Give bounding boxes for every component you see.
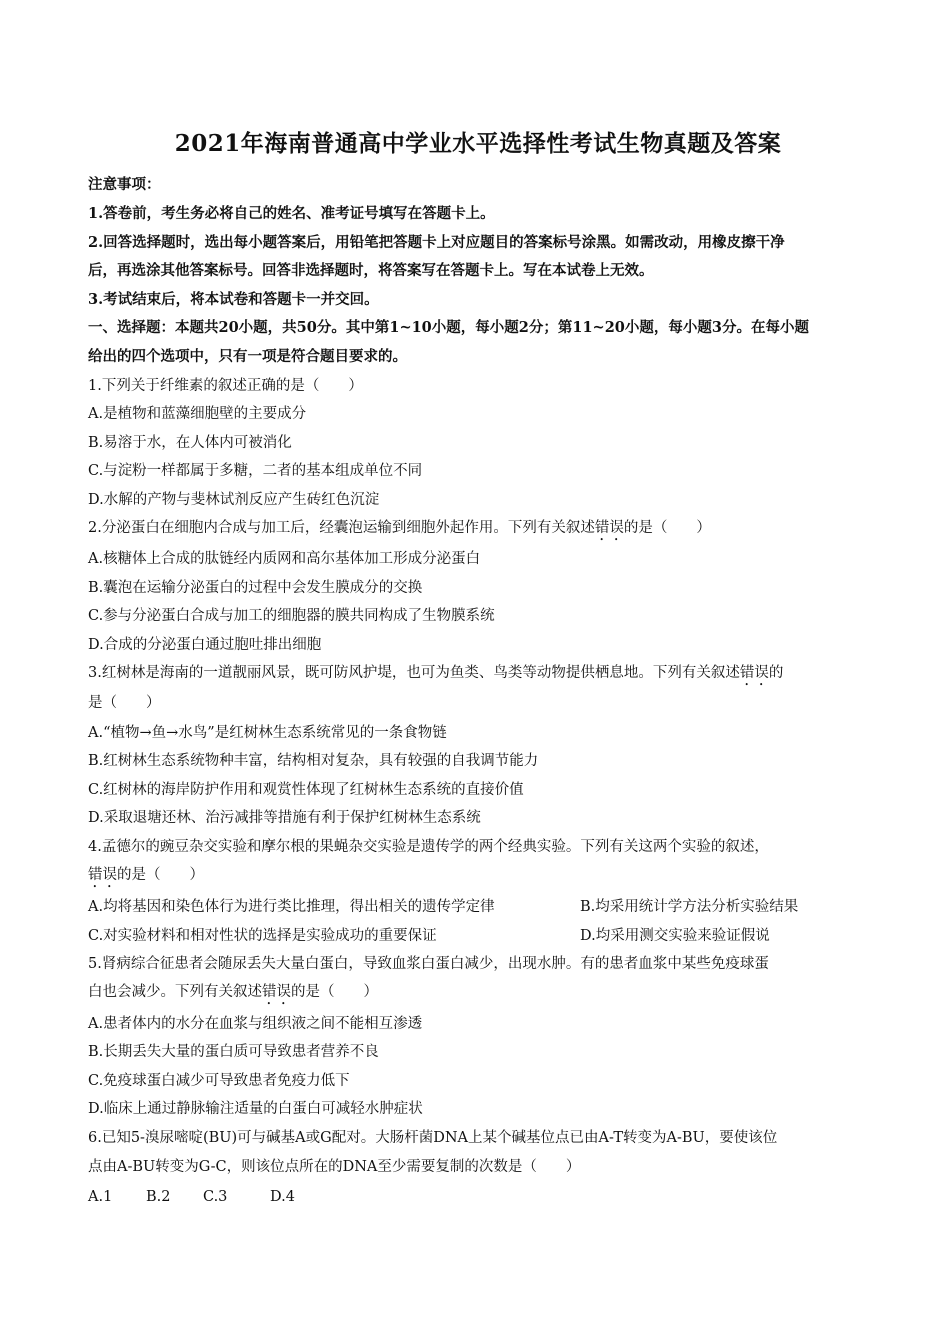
question-6-option-d: D.4 [270,1189,295,1205]
question-2-option-b: B.囊泡在运输分泌蛋白的过程中会发生膜成分的交换 [88,580,423,596]
question-2-option-d: D.合成的分泌蛋白通过胞吐排出细胞 [88,637,322,653]
question-2-stem [88,518,711,544]
emphasis-mark: 错误 [739,665,769,681]
notes-item-1: 1.答卷前，考生务必将自己的姓名、准考证号填写在答题卡上。 [88,205,495,222]
section-heading-cont: 给出的四个选项中，只有一项是符合题目要求的。 [88,348,407,365]
question-4-option-b: B.均采用统计学方法分析实验结果 [580,899,799,915]
question-6-option-b: B.2 [146,1189,171,1205]
question-2-stem-text: 2.分泌蛋白在细胞内合成与加工后，经囊泡运输到细胞外起作用。下列有关叙述 [88,520,595,536]
question-6-option-c: C.3 [203,1189,228,1205]
section-heading: 一、选择题：本题共20小题，共50分。其中第1~10小题，每小题2分；第11~20小题，每小题3分。在每小题 [88,319,809,336]
notes-heading: 注意事项： [88,176,161,193]
question-1-option-c: C.与淀粉一样都属于多糖，二者的基本组成单位不同 [88,463,423,479]
question-2-stem-end: 的是（ ） [623,520,711,536]
question-6-option-a: A.1 [88,1189,113,1205]
question-2-option-c: C.参与分泌蛋白合成与加工的细胞器的膜共同构成了生物膜系统 [88,608,495,624]
question-3-stem-text: 3.红树林是海南的一道靓丽风景，既可防风护堤，也可为鱼类、鸟类等动物提供栖息地。下列有关叙述 [88,665,740,681]
question-3-stem-cont: 是（ ） [88,695,161,711]
question-6-stem: 6.已知5-溴尿嘧啶(BU)可与碱基A或G配对。大肠杆菌DNA上某个碱基位点已由A-T转变为A-BU，要使该位 [88,1130,778,1146]
question-3-option-a: A.“植物→鱼→水鸟”是红树林生态系统常见的一条食物链 [88,725,447,741]
notes-item-2: 2.回答选择题时，选出每小题答案后，用铅笔把答题卡上对应题目的答案标号涂黑。如需改动，用橡皮擦干净 [88,234,785,251]
question-4-option-d: D.均采用测交实验来验证假说 [580,928,770,944]
question-1-option-b: B.易溶于水，在人体内可被消化 [88,435,292,451]
notes-item-3: 3.考试结束后，将本试卷和答题卡一并交回。 [88,291,379,308]
question-3-option-c: C.红树林的海岸防护作用和观赏性体现了红树林生态系统的直接价值 [88,782,524,798]
question-4-stem: 4.孟德尔的豌豆杂交实验和摩尔根的果蝇杂交实验是遗传学的两个经典实验。下列有关这两个实验的叙述， [88,839,769,855]
emphasis-mark: 错误 [262,984,291,1000]
question-4-option-c: C.对实验材料和相对性状的选择是实验成功的重要保证 [88,928,437,944]
question-1-option-a: A.是植物和蓝藻细胞壁的主要成分 [88,406,307,422]
question-3-option-b: B.红树林生态系统物种丰富，结构相对复杂，具有较强的自我调节能力 [88,753,539,769]
question-1-stem: 1.下列关于纤维素的叙述正确的是（ ） [88,378,363,394]
question-4-stem-cont [88,865,204,891]
question-3-stem-mid: 的 [768,665,784,681]
question-2-option-a: A.核糖体上合成的肽链经内质网和高尔基体加工形成分泌蛋白 [88,551,481,567]
question-3-option-d: D.采取退塘还林、治污减排等措施有利于保护红树林生态系统 [88,810,481,826]
question-4-stem-end: 的是（ ） [117,867,204,883]
question-1-option-d: D.水解的产物与斐林试剂反应产生砖红色沉淀 [88,492,380,508]
question-5-option-d: D.临床上通过静脉输注适量的白蛋白可减轻水肿症状 [88,1101,423,1117]
question-5-option-b: B.长期丢失大量的蛋白质可导致患者营养不良 [88,1044,379,1060]
question-5-option-a: A.患者体内的水分在血浆与组织液之间不能相互渗透 [88,1016,423,1032]
question-3-stem [88,663,783,689]
question-5-stem-text: 白也会减少。下列有关叙述 [88,984,262,1000]
question-5-stem-cont [88,982,378,1008]
question-5-stem: 5.肾病综合征患者会随尿丢失大量白蛋白，导致血浆白蛋白减少，出现水肿。有的患者血浆中某些免疫球蛋 [88,956,769,972]
notes-item-2-cont: 后，再选涂其他答案标号。回答非选择题时，将答案写在答题卡上。写在本试卷上无效。 [88,262,654,279]
question-5-stem-end: 的是（ ） [291,984,378,1000]
question-5-option-c: C.免疫球蛋白减少可导致患者免疫力低下 [88,1073,350,1089]
question-4-option-a: A.均将基因和染色体行为进行类比推理，得出相关的遗传学定律 [88,899,495,915]
question-6-stem-cont: 点由A-BU转变为G-C，则该位点所在的DNA至少需要复制的次数是（ ） [88,1159,581,1175]
page-title: 2021年海南普通高中学业水平选择性考试生物真题及答案 [174,130,782,157]
emphasis-mark: 错误 [88,867,117,883]
emphasis-mark: 错误 [594,520,624,536]
